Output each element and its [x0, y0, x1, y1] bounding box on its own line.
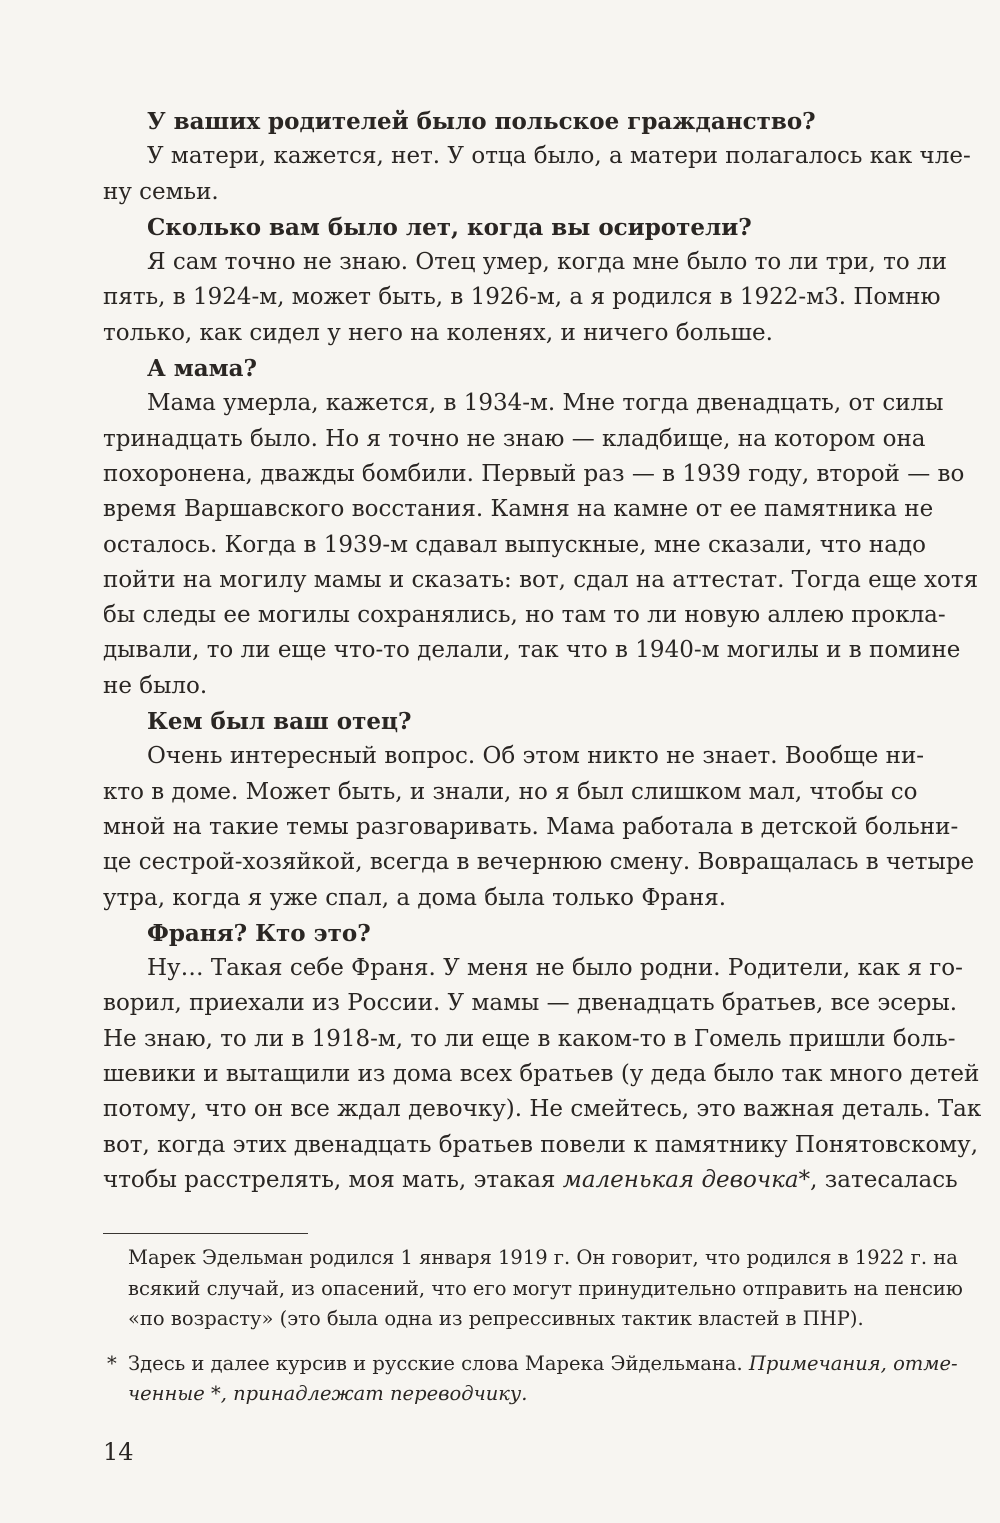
text-run: Здесь и далее курсив и русские слова Марека Эйдельмана.: [128, 1351, 749, 1375]
italic-run: ченные *, принадлежат переводчику.: [128, 1382, 528, 1405]
text-line: осталось. Когда в 1939-м сдавал выпускные, мне сказали, что надо: [103, 531, 926, 558]
text-line: не было.: [103, 672, 208, 699]
footnotes: [103, 1243, 963, 1410]
text-line: ну семьи.: [103, 178, 219, 205]
question-line: А мама?: [147, 355, 257, 383]
italic-run: маленькая девочка: [562, 1166, 799, 1193]
text-line: Ну… Такая себе Франя. У меня не было родни. Родители, как я го-: [147, 955, 963, 982]
text-line: похоронена, дважды бомбили. Первый раз — в 1939 году, второй — во: [103, 460, 965, 487]
page-number: 14: [103, 1438, 134, 1466]
text-line: утра, когда я уже спал, а дома была только Франя.: [103, 884, 727, 911]
text-run: . Помню: [838, 284, 941, 311]
text-run: *, затесалась: [798, 1166, 958, 1193]
text-line: Не знаю, то ли в 1918-м, то ли еще в каком-то в Гомель пришли боль-: [103, 1025, 956, 1052]
text-line: [103, 1163, 958, 1198]
question-line: У ваших родителей было польское гражданство?: [147, 108, 816, 135]
footnote-line: [103, 1379, 909, 1410]
text-line: ворил, приехали из России. У мамы — двенадцать братьев, все эсеры.: [103, 990, 958, 1017]
text-line: Мама умерла, кажется, в 1934-м. Мне тогда двенадцать, от силы: [147, 390, 944, 417]
footnote-separator: [103, 1233, 308, 1234]
text-line: мной на такие темы разговаривать. Мама работала в детской больни-: [103, 813, 959, 840]
text-line: У матери, кажется, нет. У отца было, а матери полагалось как чле-: [147, 143, 971, 170]
body-text: [103, 104, 982, 1198]
text-line: вот, когда этих двенадцать братьев повели к памятнику Понятовскому,: [103, 1131, 979, 1158]
text-line: пойти на могилу мамы и сказать: вот, сдал на аттестат. Тогда еще хотя: [103, 566, 979, 593]
question-line: Франя? Кто это?: [147, 919, 371, 947]
text-line: шевики и вытащили из дома всех братьев (у деда было так много детей: [103, 1061, 980, 1088]
text-line: [103, 280, 941, 315]
italic-run: Примечания, отме-: [748, 1351, 958, 1375]
footnote-gap: [103, 1335, 909, 1349]
question-line: Сколько вам было лет, когда вы осиротели?: [147, 213, 752, 241]
footnote-marker: *: [107, 1351, 117, 1375]
footnote-line: Марек Эдельман родился 1 января 1919 г. Он говорит, что родился в 1922 г. на: [128, 1246, 958, 1269]
text-line: дывали, то ли еще что-то делали, так что в 1940-м могилы и в помине: [103, 637, 961, 664]
text-line: кто в доме. Может быть, и знали, но я был слишком мал, чтобы со: [103, 778, 918, 805]
text-line: тринадцать было. Но я точно не знаю — кладбище, на котором она: [103, 425, 926, 452]
text-line: це сестрой-хозяйкой, всегда в вечернюю смену. Вовращалась в четыре: [103, 849, 975, 876]
text-line: потому, что он все ждал девочку). Не смейтесь, это важная деталь. Так: [103, 1096, 982, 1123]
text-line: бы следы ее могилы сохранялись, но там то ли новую аллею прокла-: [103, 602, 946, 629]
text-line: Очень интересный вопрос. Об этом никто не знает. Вообще ни-: [147, 743, 925, 770]
footnote-line: всякий случай, из опасений, что его могут принудительно отправить на пенсию: [128, 1276, 963, 1300]
footnote-line: «по возрасту» (это была одна из репрессивных тактик властей в ПНР).: [128, 1307, 864, 1330]
text-line: время Варшавского восстания. Камня на камне от ее памятника не: [103, 496, 934, 523]
text-line: Я сам точно не знаю. Отец умер, когда мне было то ли три, то ли: [147, 249, 947, 276]
footnote-line: [103, 1349, 958, 1380]
footnote-reference: 3: [824, 284, 839, 311]
text-run: чтобы расстрелять, моя мать, этакая: [103, 1166, 563, 1193]
question-line: Кем был ваш отец?: [147, 708, 412, 736]
text-run: пять, в 1924-м, может быть, в 1926-м, а я родился в 1922-м: [103, 284, 825, 311]
text-line: только, как сидел у него на коленях, и ничего больше.: [103, 319, 773, 346]
